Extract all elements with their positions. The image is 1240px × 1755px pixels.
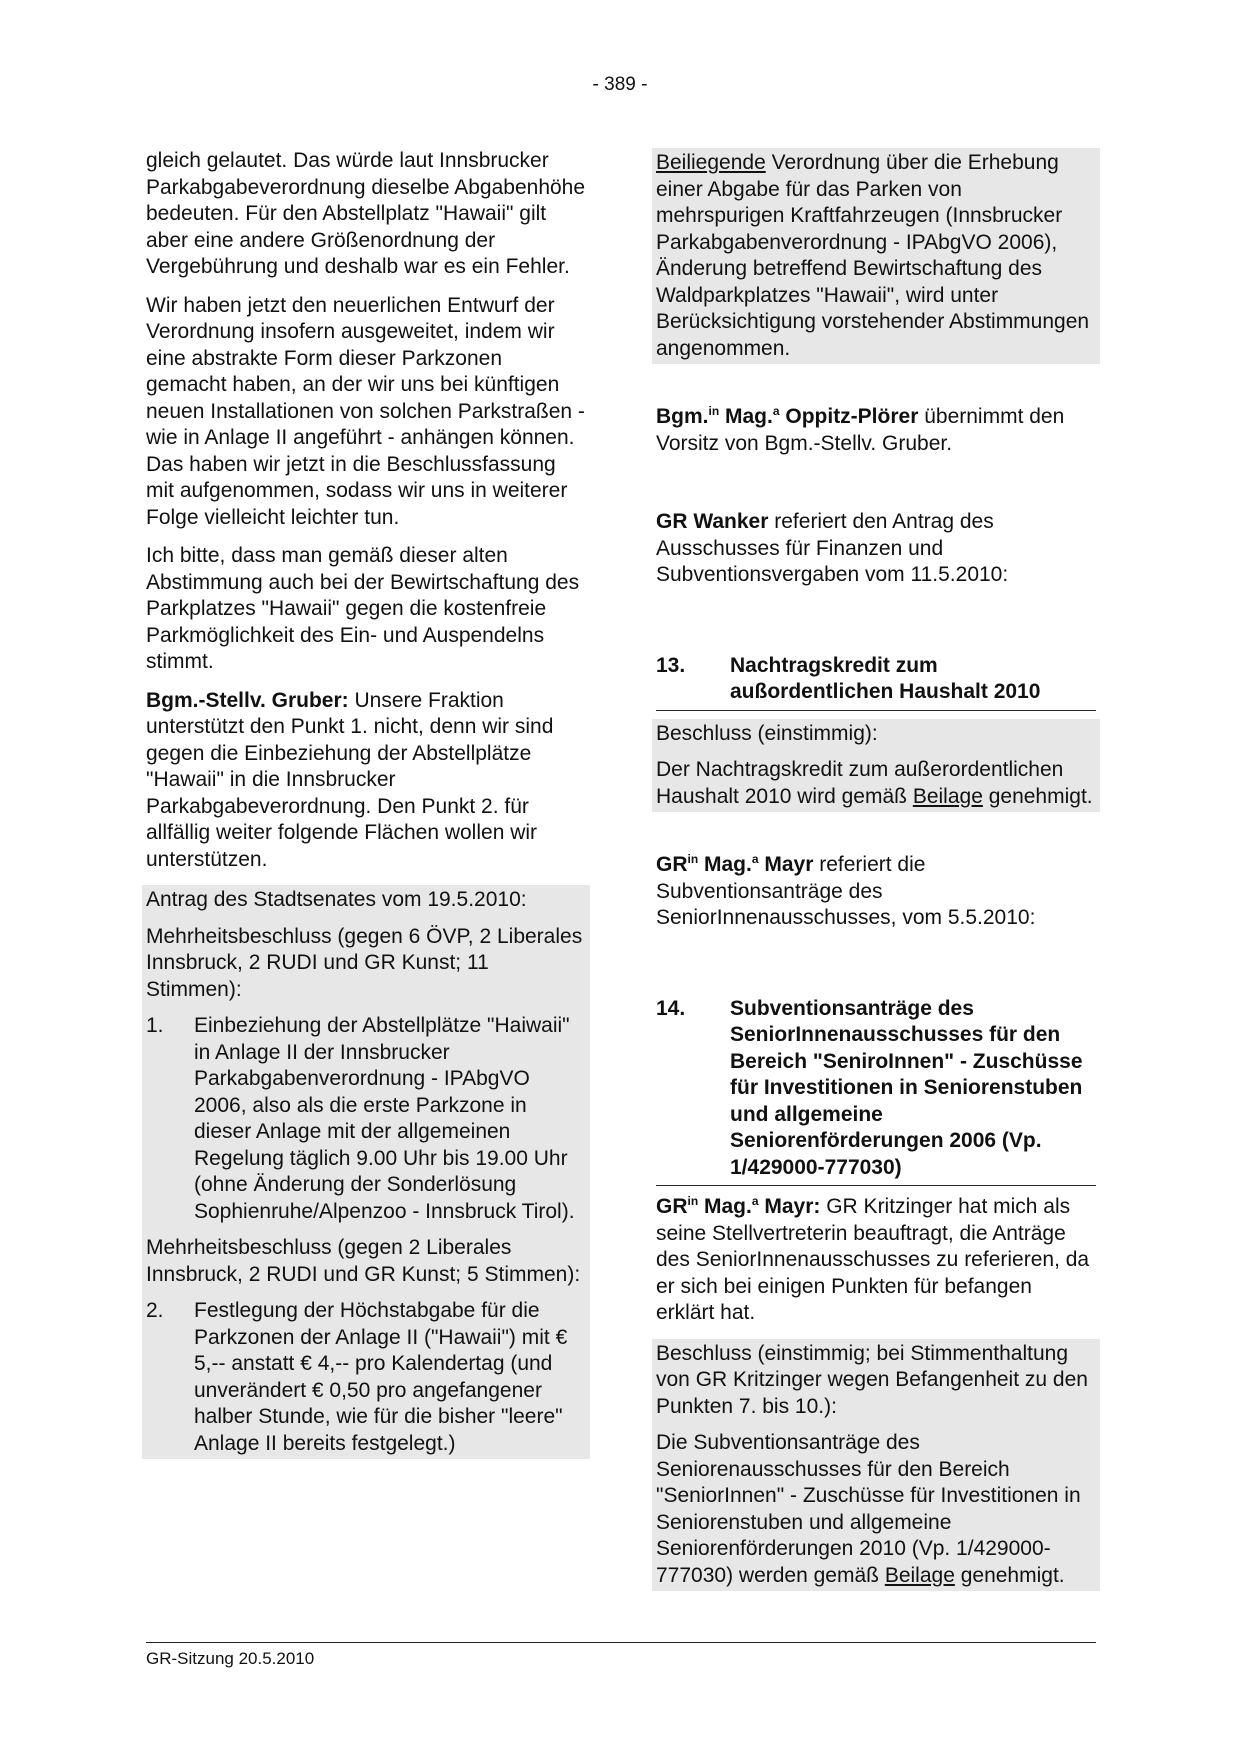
item-number: 1.	[146, 1014, 164, 1037]
paragraph: Wir haben jetzt den neuerlichen Entwurf der Verordnung insofern ausgeweitet, indem wir eine abstrakte Form dieser Parkzonen gemacht haben, an der wir uns bei künftigen neuen Installationen von solchen Parkstraßen - wie in Anlage II angeführt - anhängen können. Das haben wir jetzt in die Beschlussfassung mit aufgenommen, sodass wir uns in weiterer Folge vielleicht leichter tun.	[146, 293, 585, 529]
speaker-text: referiert den Antrag des Ausschusses für Finanzen und Subventionsvergaben vom 11.5.2010:	[656, 510, 1009, 586]
attachment-link: Beilage	[912, 784, 983, 808]
attachment-link: Beiliegende	[656, 151, 766, 174]
speaker-text: übernimmt den Vorsitz von Bgm.-Stellv. Gruber.	[656, 405, 1065, 455]
speaker-name: GR Wanker	[656, 510, 769, 533]
vote-result: Mehrheitsbeschluss (gegen 6 ÖVP, 2 Liberales Innsbruck, 2 RUDI und GR Kunst; 11 Stimmen):	[146, 924, 583, 1001]
speaker-name: Bgm.-Stellv. Gruber:	[146, 688, 349, 712]
item-text: Festlegung der Höchstabgabe für die Parkzonen der Anlage II ("Hawaii") mit € 5,-- anstatt € 4,-- pro Kalendertag (und unverändert € 0,50 pro angefangener halber Stunde, wie für die bisher "leere" Anlage II bereits festgelegt.)	[194, 1299, 568, 1455]
speaker-name: $GR^{in}$ Mag.$^a$ Mayr	[656, 852, 814, 876]
left-column	[146, 148, 586, 1459]
agenda-heading-14	[656, 996, 1096, 1187]
vote-result: Beschluss (einstimmig; bei Stimmenthaltung von GR Kritzinger wegen Befangenheit zu den Punkten 7. bis 10.):	[656, 1341, 1088, 1418]
motion-box	[142, 885, 590, 1459]
resolution-text	[656, 150, 1096, 362]
paragraph: gleich gelautet. Das würde laut Innsbrucker Parkabgabeverordnung dieselbe Abgabenhöhe bedeuten. Für den Abstellplatz "Hawaii" gilt aber eine andere Größenordnung der Vergebührung und deshalb war es ein Fehler.	[146, 149, 586, 278]
vote-result: Beschluss (einstimmig):	[656, 721, 878, 745]
item-text: Einbeziehung der Abstellplätze "Haiwaii" in Anlage II der Innsbrucker Parkabgabenverordnung - IPAbgVO 2006, also als die erste Parkzone in dieser Anlage mit der allgemeinen Regelung täglich 9.00 Uhr bis 19.00 Uhr (ohne Änderung der Sonderlösung Sophienruhe/Alpenzoo - Innsbruck Tirol).	[194, 1014, 575, 1223]
paragraph	[146, 688, 586, 874]
speaker-text: referiert die Subventionsanträge des SeniorInnenausschusses, vom 5.5.2010:	[656, 853, 1036, 929]
resolution-box	[652, 719, 1100, 813]
report-intro	[656, 852, 1096, 932]
page-number: - 389 -	[592, 74, 648, 95]
resolution-text: Die Subventionsanträge des Seniorenausschusses für den Bereich "SeniorInnen" - Zuschüsse für Investitionen in Seniorenstuben und allgemeine Seniorenförderungen 2010 (Vp. 1/429000-777030) werden gemäß Beilage genehmigt.	[656, 1431, 1081, 1587]
report-intro	[656, 509, 1096, 589]
agenda-number: 14.	[656, 996, 686, 1020]
resolution-text: Der Nachtragskredit zum außerordentlichen Haushalt 2010 wird gemäß Beilage genehmigt.	[656, 758, 1093, 808]
speaker-text: GR Kritzinger hat mich als seine Stellvertreterin beauftragt, die Anträge des SeniorInnenausschusses zu referieren, da er sich bei einigen Punkten für befangen erklärt hat.	[656, 1195, 1090, 1324]
agenda-title: Nachtragskredit zum außordentlichen Haushalt 2010	[730, 653, 1041, 703]
speaker-name: $GR^{in}$ Mag.$^a$ Mayr:	[656, 1194, 821, 1218]
footer-divider	[146, 1642, 1096, 1643]
chair-change-note	[656, 404, 1096, 457]
motion-title: Antrag des Stadtsenates vom 19.5.2010:	[146, 888, 527, 911]
resolution-box	[652, 148, 1100, 364]
motion-item	[146, 1013, 586, 1225]
right-column	[656, 148, 1096, 1591]
resolution-body: Verordnung über die Erhebung einer Abgabe für das Parken von mehrspurigen Kraftfahrzeugen (Innsbrucker Parkabgabenverordnung - IPAbgVO 2006), Änderung betreffend Bewirtschaftung des Waldparkplatzes "Hawaii", wird unter Berücksichtigung vorstehender Abstimmungen angenommen.	[656, 151, 1090, 360]
speaker-name: Bgm.$^{in}$ Mag.$^a$ Oppitz-Plörer	[656, 404, 919, 428]
speaker-text: Unsere Fraktion unterstützt den Punkt 1. nicht, denn wir sind gegen die Einbeziehung der Abstellplätze "Hawaii" in die Innsbrucker Parkabgabeverordnung. Den Punkt 2. für allfällig weiter folgende Flächen wollen wir unterstützen.	[146, 688, 554, 871]
paragraph: Ich bitte, dass man gemäß dieser alten Abstimmung auch bei der Bewirtschaftung des Parkplatzes "Hawaii" gegen die kostenfreie Parkmöglichkeit des Ein- und Auspendelns stimmt.	[146, 544, 580, 673]
speaker-paragraph	[656, 1194, 1096, 1327]
agenda-heading-13	[656, 653, 1096, 711]
agenda-title: Subventionsanträge des SeniorInnenausschusses für den Bereich "SeniroInnen" - Zuschüsse für Investitionen in Seniorenstuben und allgemeine Seniorenförderungen 2006 (Vp. 1/429000-777030)	[730, 996, 1083, 1179]
resolution-box	[652, 1339, 1100, 1592]
motion-item	[146, 1298, 586, 1457]
agenda-number: 13.	[656, 653, 686, 677]
footer-text: GR-Sitzung 20.5.2010	[146, 1649, 315, 1668]
vote-result: Mehrheitsbeschluss (gegen 2 Liberales Innsbruck, 2 RUDI und GR Kunst; 5 Stimmen):	[146, 1236, 581, 1286]
item-number: 2.	[146, 1299, 164, 1322]
attachment-link: Beilage	[884, 1563, 955, 1587]
